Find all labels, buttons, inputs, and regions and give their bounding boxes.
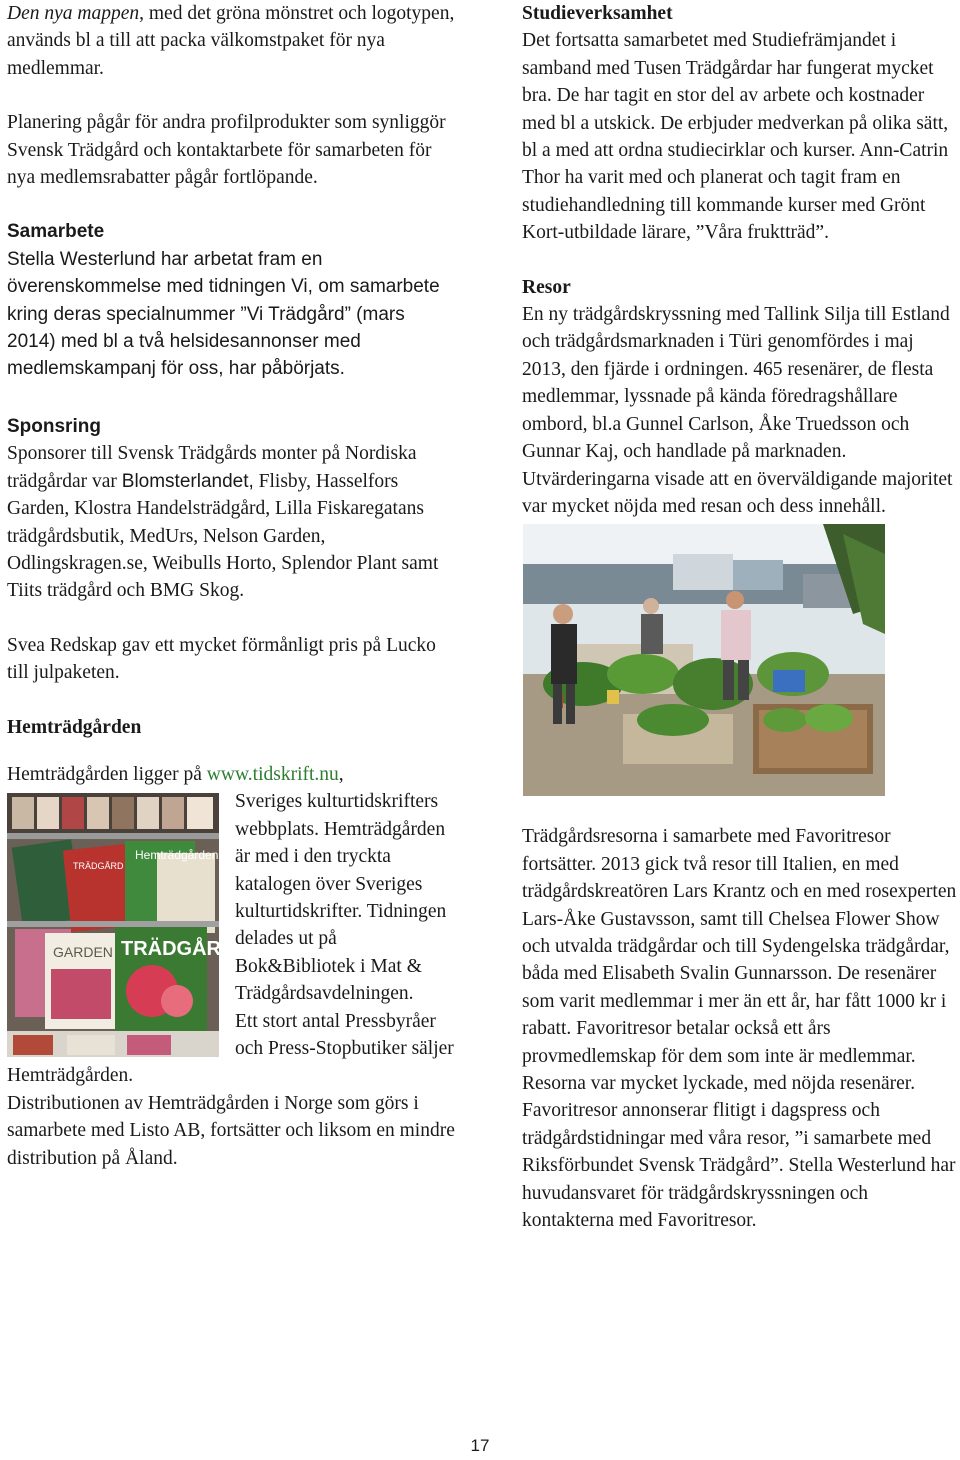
intro-paragraph-folder — [7, 0, 455, 82]
sponsring-text-c: Flisby, Hasselfors Garden, Klostra Handelsträdgård, Lilla Fiskaregatans trädgårdsbutik, MedUrs, Nelson Garden, Odlingskragen.se, Weibulls Horto, Splendor Plant samt Tiits trädgård och BMG Skog. — [7, 470, 439, 602]
sponsring-heading: Sponsring — [7, 415, 101, 437]
magazine-title-hem: Hemträdgården — [135, 848, 219, 863]
samarbete-body: Stella Westerlund har arbetat fram en överenskommelse med tidningen Vi, om samarbete kring deras specialnummer ”Vi Trädgård” (mars 2014) med bl a två helsidesannonser med medlemskampanj för oss, har påbörjats. — [7, 248, 440, 380]
folder-text: , med det gröna mönstret och logotypen, används bl a till att packa välkomstpaket för nya medlemmar. — [7, 3, 455, 79]
studieverksamhet-heading: Studieverksamhet — [522, 3, 673, 24]
hemtradgarden-intro — [7, 761, 455, 788]
left-column — [7, 0, 455, 1172]
resor-heading: Resor — [522, 276, 571, 298]
sponsring-text-a: Sponsorer till Svensk Trädgårds monter på Nordiska trädgårdar var — [7, 443, 417, 492]
folder-name: Den nya mappen — [7, 3, 140, 24]
intro-paragraph-profile: Planering pågår för andra profilprodukter som synliggör Svensk Trädgård och kontaktarbete för samarbeten för nya medlemsrabatter pågår fortlöpande. — [7, 112, 446, 189]
hemtradgarden-intro-text: Hemträdgården ligger på — [7, 763, 207, 785]
hemtradgarden-comma: , — [338, 763, 344, 785]
garden-market-photo — [523, 524, 885, 796]
tidskrift-link[interactable]: www.tidskrift.nu — [206, 763, 339, 785]
svea-paragraph: Svea Redskap gav ett mycket förmånligt pris på Lucko till julpaketen. — [7, 634, 436, 684]
right-column — [522, 0, 958, 1234]
sponsring-text-b: Blomsterlandet, — [121, 470, 254, 492]
magazine-title-tradgard-small: TRÄDGÅRD — [73, 861, 124, 872]
studieverksamhet-body: Det fortsatta samarbetet med Studiefrämjandet i samband med Tusen Trädgårdar har fungerat mycket bra. De har tagit en stor del av arbete och kostnader med bl a utskick. De erbjuder medverkan på olika sätt, bl a med att ordna studiecirklar och kurser. Ann-Catrin Thor ha varit med och planerat och tagit fram en studiehandledning till kommande kurser med Grönt Kort-utbildade lärare, ”Våra fruktträd”. — [522, 30, 949, 244]
hemtradgarden-heading: Hemträdgården — [7, 716, 142, 738]
magazine-title-tradgard: TRÄDGÅRD — [121, 938, 236, 961]
magazine-title-garden: GARDEN — [53, 944, 113, 961]
sponsring-body — [7, 440, 455, 604]
resor-body: En ny trädgårdskryssning med Tallink Silja till Estland och trädgårdsmarknaden i Türi genomfördes i maj 2013, den fjärde i ordningen. 465 resenärer, de flesta medlemmar, lyssnade på kända föredragshållare ombord, bl.a Gunnel Carlson, Åke Truedsson och Gunnar Kaj, och handlade på marknaden. Utvärderingarna visade att en överväldigande majoritet var mycket nöjda med resan och dess innehåll. — [522, 304, 953, 517]
favoritresor-paragraph: Trädgårdsresorna i samarbete med Favoritresor fortsätter. 2013 gick två resor till Italien, en med trädgårdskreatören Lars Krantz och en med rosexperten Lars-Åke Gustavsson, samt till Chelsea Flower Show och utvalda trädgårdar och till Sydengelska trädgårdar, båda med Elisabeth Svalin Gunnarsson. De resenärer som varit medlemmar i mer än ett år, har fått 1000 kr i rabatt. Favoritresor betalar också ett års provmedlemskap för dem som inte är medlemmar. Resorna var mycket lyckade, med nöjda resenärer. Favoritresor annonserar flitigt i dagspress och trädgårdstidningar med våra resor, ”i samarbete med Riksförbundet Svensk Trädgård”. Stella Westerlund har huvudansvaret för trädgårdskryssningen och kontakterna med Favoritresor. — [522, 826, 957, 1231]
pressbyraer-paragraph: Ett stort antal Pressbyråer och Press-Stopbutiker säljer Hemträdgården. — [7, 1010, 454, 1087]
page-number: 17 — [470, 1436, 490, 1455]
hemtradgarden-body: Sveriges kulturtidskrifters webbplats. Hemträdgården är med i den tryckta katalogen över Sveriges kulturtidskrifter. Tidningen delades ut på Bok&Bibliotek i Mat & Trädgårdsavdelningen. — [235, 791, 447, 1005]
norge-paragraph: Distributionen av Hemträdgården i Norge som görs i samarbete med Listo AB, fortsätter och liksom en mindre distribution på Åland. — [7, 1092, 455, 1169]
hemtradgarden-section — [7, 788, 455, 1172]
samarbete-heading: Samarbete — [7, 221, 105, 243]
magazine-rack-photo — [7, 793, 236, 1057]
